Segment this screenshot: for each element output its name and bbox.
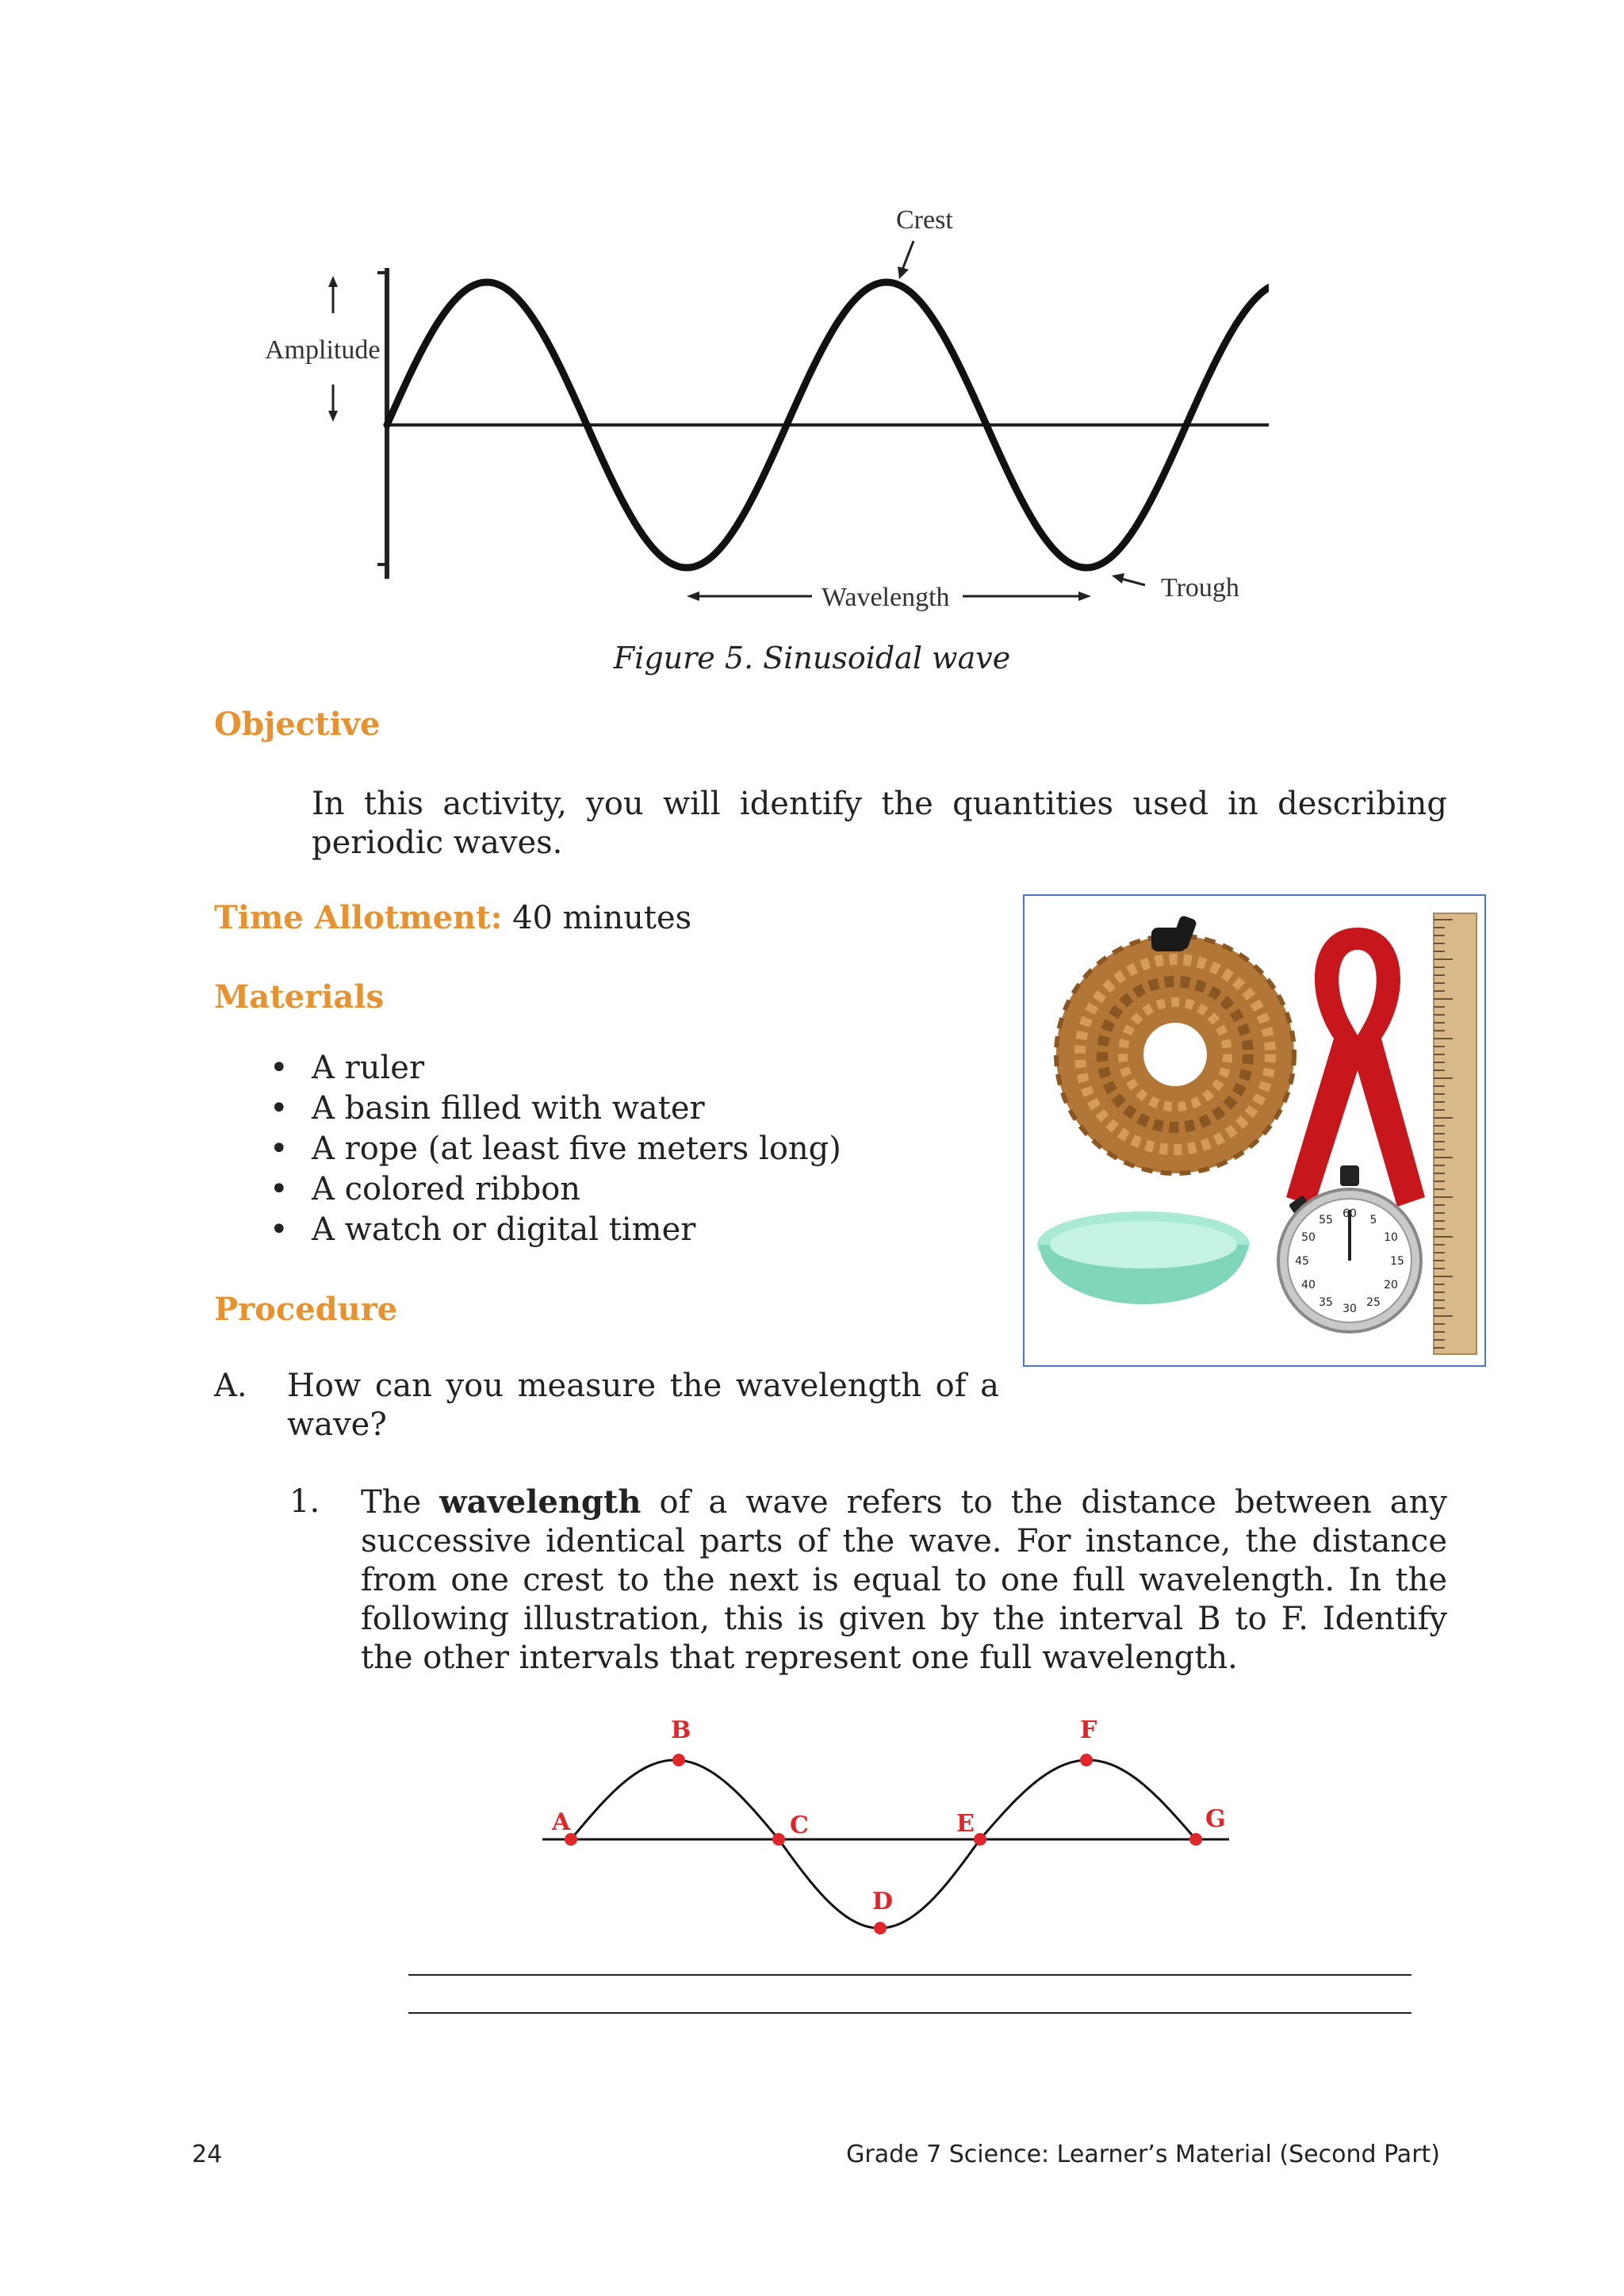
step-marker: 1.	[289, 1483, 320, 1520]
wavelength-term: wavelength	[439, 1483, 642, 1521]
crest-arrow	[902, 241, 914, 270]
time-allotment	[214, 899, 691, 936]
trough-arrow	[1121, 579, 1145, 585]
list-item: • A ruler	[270, 1048, 841, 1089]
basin-icon	[1037, 1211, 1250, 1304]
trough-label: Trough	[1161, 573, 1239, 603]
stopwatch-number: 15	[1390, 1255, 1404, 1268]
wave-point-c	[772, 1833, 785, 1846]
step-1-text: The wavelength of a wave refers to the distance between any successive identical parts of the wave. For instance, the distance from one crest to the next is equal to one full wavelength. In the following illustration, this is given by the interval B to F. Identify the other intervals that represent one full wavelength.	[361, 1483, 1447, 1676]
bullet-icon: •	[270, 1131, 289, 1167]
wave-point-f	[1080, 1754, 1093, 1766]
materials-illustration	[1025, 896, 1484, 1365]
ruler-icon	[1434, 913, 1477, 1354]
stopwatch-number: 10	[1384, 1231, 1398, 1244]
amplitude-label: Amplitude	[265, 335, 381, 365]
wave-point-b	[672, 1754, 685, 1766]
wave-point-d	[874, 1922, 887, 1934]
figure-caption: Figure 5. Sinusoidal wave	[613, 641, 1011, 675]
list-item: • A colored ribbon	[270, 1169, 841, 1210]
stopwatch-number: 50	[1301, 1231, 1316, 1244]
time-allotment-label: Time Allotment:	[214, 899, 503, 936]
list-item: • A watch or digital timer	[270, 1210, 841, 1250]
list-item: • A rope (at least five meters long)	[270, 1129, 841, 1169]
stopwatch-number: 30	[1342, 1303, 1357, 1315]
bullet-icon: •	[270, 1090, 289, 1127]
stopwatch-number: 60	[1342, 1207, 1357, 1220]
wave-point-e	[974, 1833, 986, 1846]
stopwatch-number: 40	[1301, 1279, 1316, 1292]
stopwatch-number: 35	[1319, 1296, 1333, 1309]
rope-icon	[1056, 915, 1294, 1173]
answer-line[interactable]	[408, 2012, 1411, 2014]
wave-point-label-e: E	[956, 1810, 975, 1838]
step-a-text: How can you measure the wavelength of a wave?	[287, 1368, 999, 1443]
objective-text: In this activity, you will identify the quantities used in describing periodic waves.	[312, 786, 1447, 861]
stopwatch-number: 5	[1369, 1214, 1377, 1226]
footer-title: Grade 7 Science: Learner’s Material (Second Part)	[846, 2141, 1440, 2168]
wave-point-g	[1189, 1833, 1202, 1846]
objective-heading: Objective	[214, 706, 381, 743]
stopwatch-number: 20	[1384, 1279, 1398, 1292]
bullet-icon: •	[270, 1211, 289, 1248]
wave-points-figure	[531, 1705, 1245, 1942]
page-number: 24	[192, 2141, 223, 2168]
bullet-icon: •	[270, 1050, 289, 1086]
ribbon-icon	[1286, 928, 1425, 1207]
time-allotment-value: 40 minutes	[512, 900, 692, 936]
stopwatch-number: 25	[1366, 1296, 1381, 1309]
wave-point-label-b: B	[671, 1716, 691, 1744]
materials-photo	[1023, 894, 1486, 1367]
materials-list	[270, 1048, 841, 1250]
wavelength-label: Wavelength	[822, 583, 950, 612]
procedure-heading: Procedure	[214, 1291, 398, 1328]
bullet-icon: •	[270, 1171, 289, 1207]
step-marker: A.	[214, 1368, 247, 1404]
answer-line[interactable]	[408, 1974, 1411, 1976]
crest-label: Crest	[896, 205, 953, 235]
sinusoidal-wave-figure	[254, 190, 1269, 634]
list-item: • A basin filled with water	[270, 1089, 841, 1129]
stopwatch-number: 45	[1295, 1255, 1309, 1268]
wave-point-label-g: G	[1205, 1805, 1226, 1833]
wave-point-label-c: C	[790, 1812, 809, 1839]
wave-point-label-a: A	[552, 1808, 571, 1836]
materials-heading: Materials	[214, 978, 385, 1016]
wave-point-label-f: F	[1080, 1716, 1097, 1744]
stopwatch-number: 55	[1319, 1214, 1333, 1226]
wave-point-label-d: D	[872, 1888, 894, 1915]
